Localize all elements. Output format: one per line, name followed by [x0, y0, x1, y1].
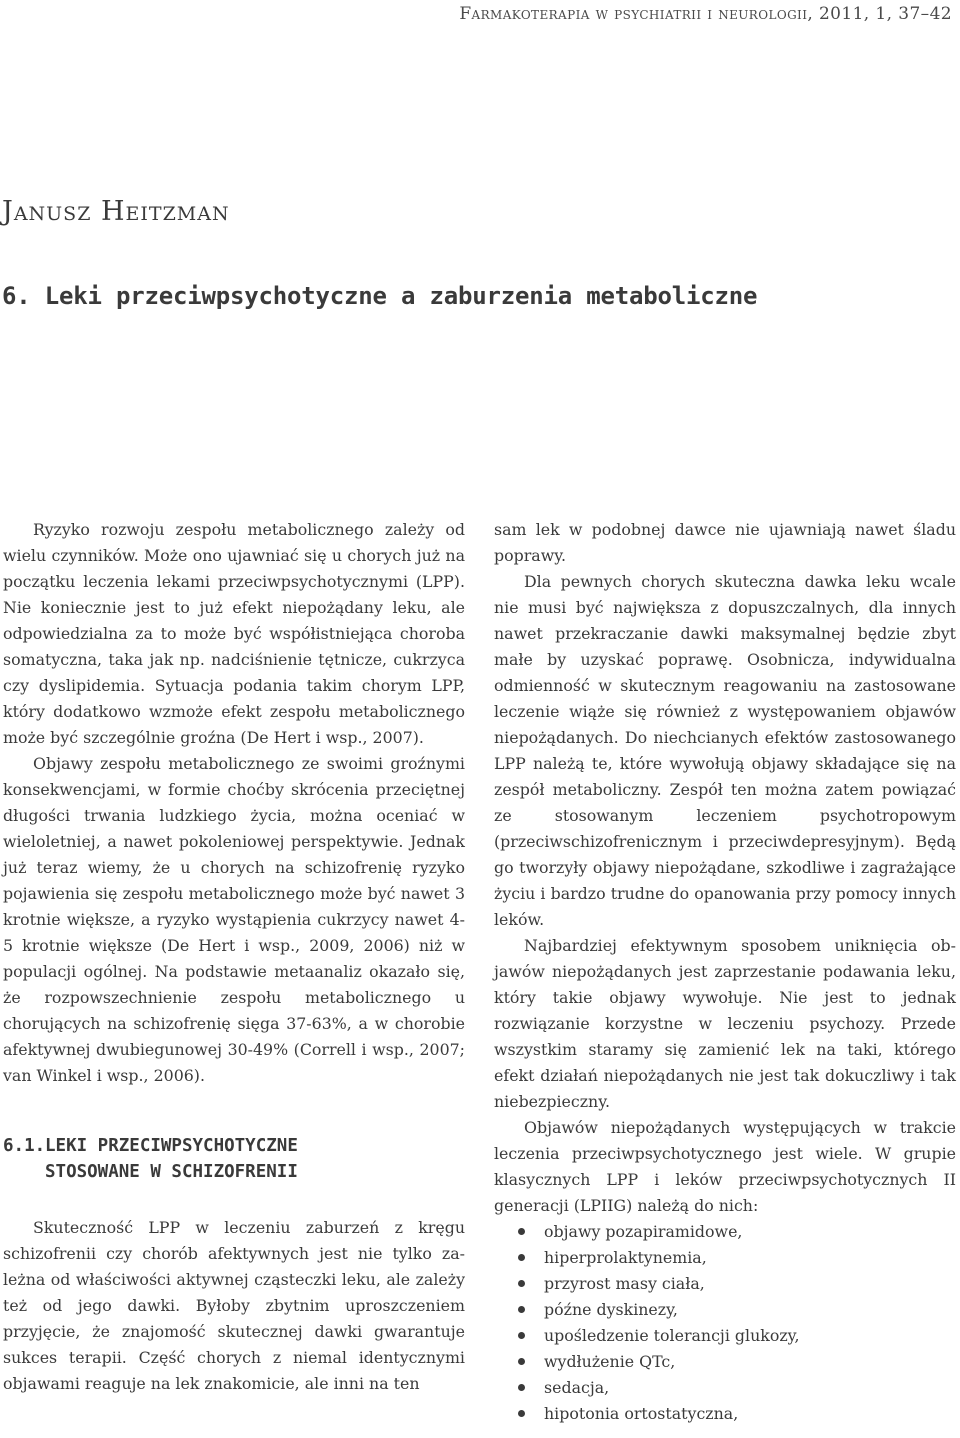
list-item — [494, 1271, 956, 1297]
list-item — [494, 1401, 956, 1427]
list-item — [494, 1375, 956, 1401]
list-item-text: upośledzenie tolerancji glukozy, — [544, 1326, 800, 1345]
list-item — [494, 1349, 956, 1375]
list-item-text: wydłużenie QTc, — [544, 1352, 676, 1371]
bullet-icon — [518, 1384, 525, 1391]
list-item-text: hipotonia ortostatyczna, — [544, 1404, 739, 1423]
author-name: Janusz Heitzman — [2, 196, 230, 227]
bullet-icon — [518, 1332, 525, 1339]
bullet-icon — [518, 1306, 525, 1313]
left-column — [3, 517, 465, 1397]
list-item-text: hiperprolaktynemia, — [544, 1248, 707, 1267]
section-heading — [3, 1133, 465, 1185]
list-item-text: przyrost masy ciała, — [544, 1274, 705, 1293]
list-item — [494, 1219, 956, 1245]
left-paragraph-3: Skuteczność LPP w leczeniu zaburzeń z kręgu schizofrenii czy chorób afektywnych jest nie tylko zależna od właściwości aktywnej cząsteczki leku, ale zależy też od jego dawki. Byłoby zbytnim uproszczeniem przyjęcie, że znajomość skutecznej dawki gwarantuje sukces terapii. Część chorych z niemal identycznymi objawami reaguje na lek znakomicie, ale inni na ten — [3, 1218, 465, 1393]
right-paragraph-1: sam lek w podobnej dawce nie ujawniają nawet śladu poprawy. — [494, 520, 956, 565]
bullet-icon — [518, 1254, 525, 1261]
chapter-title: 6. Leki przeciwpsychotyczne a zaburzenia metaboliczne — [2, 282, 758, 310]
list-item — [494, 1323, 956, 1349]
list-item-text: sedacja, — [544, 1378, 610, 1397]
right-paragraph-4: Objawów niepożądanych występujących w trakcie leczenia przeciwpsychotycznego jest wiele. W grupie klasycznych LPP i leków przeciwpsychotycznych II generacji (LPIIG) należą do nich: — [494, 1118, 956, 1215]
left-paragraph-2: Objawy zespołu metabolicznego ze swoimi groźnymi konsekwencjami, w formie choćby skrócenia przeciętnej długości trwania ludzkiego życia, można oceniać w wieloletniej, a nawet pokoleniowej perspektywie. Jednak już teraz wiemy, że u chorych na schizofrenię ryzyko pojawienia się zespołu metabolicznego może być nawet 3 krotnie większe, a ryzyko wystąpienia cukrzycy nawet 4-5 krotnie większe (De Hert i wsp., 2009, 2006) niż w populacji ogólnej. Na podstawie metaanaliz okazało się, że rozpowszechnienie zespołu metabolicznego u chorujących na schizofrenię sięga 37-63%, a w chorobie afektywnej dwubiegunowej 30-49% (Correll i wsp., 2007; van Winkel i wsp., 2006). — [3, 754, 465, 1085]
right-paragraph-3: Najbardziej efektywnym sposobem uniknięcia objawów niepożądanych jest zaprzestanie podawania leku, który takie objawy wywołuje. Nie jest to jednak rozwiązanie korzystne w leczeniu psychozy. Przede wszystkim staramy się zamienić lek na taki, którego efekt działań niepożądanych nie jest tak dokuczliwy i tak niebezpieczny. — [494, 936, 956, 1111]
list-item — [494, 1297, 956, 1323]
bullet-icon — [518, 1228, 525, 1235]
bullet-icon — [518, 1280, 525, 1287]
section-title-line-1: LEKI PRZECIWPSYCHOTYCZNE — [45, 1136, 298, 1156]
list-item-text: późne dyskinezy, — [544, 1300, 678, 1319]
left-paragraph-1: Ryzyko rozwoju zespołu metabolicznego zależy od wielu czynników. Może ono ujawniać się u chorych już na początku leczenia lekami przeciwpsychotycznymi (LPP). Nie koniecznie jest to już efekt niepożądany leku, ale odpowiedzialna za to może być współistniejąca choroba somatyczna, taka jak np. nadciśnienie tętnicze, cukrzyca czy dyslipidemia. Sytuacja podania takim chorym LPP, który dodatkowo wzmoże efekt zespołu metabolicznego może być szczególnie groźna (De Hert i wsp., 2007). — [3, 520, 465, 747]
running-header: Farmakoterapia w psychiatrii i neurologii, 2011, 1, 37–42 — [459, 4, 952, 24]
side-effects-list — [494, 1219, 956, 1427]
list-item — [494, 1245, 956, 1271]
bullet-icon — [518, 1410, 525, 1417]
section-title-line-2: STOSOWANE W SCHIZOFRENII — [45, 1162, 298, 1182]
bullet-icon — [518, 1358, 525, 1365]
right-paragraph-2: Dla pewnych chorych skuteczna dawka leku wcale nie musi być największa z dopuszczalnych, dla innych nawet przekraczanie dawki maksymalnej będzie zbyt małe by uzyskać poprawę. Osobnicza, indywidualna odmienność w skutecznym reagowaniu na zastosowane leczenie wiąże się również z występowaniem objawów niepożądanych. Do niechcianych efektów zastosowanego LPP należą te, które wywołują objawy składające się na zespół metaboliczny. Zespół ten można zatem powiązać ze stosowanym leczeniem psychotropowym (przeciwschizofrenicznym i przeciwdepresyjnym). Będą go tworzyły objawy niepożądane, szkodliwe i zagrażające życiu i bardzo trudne do opanowania przy pomocy innych leków. — [494, 572, 956, 929]
list-item-text: objawy pozapiramidowe, — [544, 1222, 743, 1241]
section-number: 6.1. — [3, 1136, 46, 1156]
right-column — [494, 517, 956, 1427]
